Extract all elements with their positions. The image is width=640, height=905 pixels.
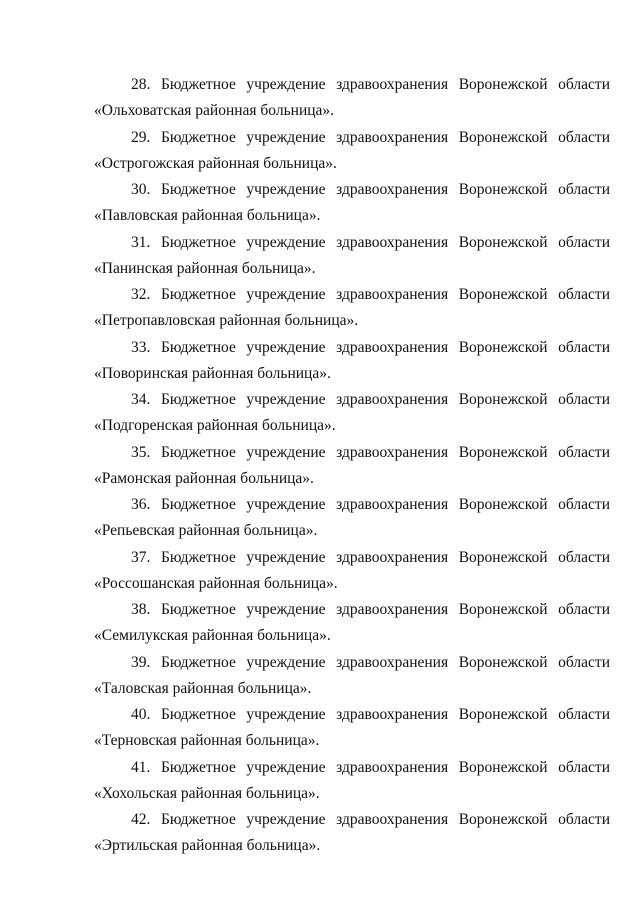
item-word-region-name: Воронежской bbox=[458, 443, 548, 461]
item-word-healthcare: здравоохранения bbox=[336, 653, 449, 671]
item-word-healthcare: здравоохранения bbox=[336, 758, 449, 776]
item-word-type: Бюджетное bbox=[160, 443, 236, 461]
item-word-healthcare: здравоохранения bbox=[336, 286, 449, 303]
item-number: 35. bbox=[131, 443, 151, 461]
item-hospital-name: «Подгоренская районная больница». bbox=[94, 417, 336, 434]
item-word-healthcare: здравоохранения bbox=[336, 181, 449, 198]
item-word-healthcare: здравоохранения bbox=[336, 391, 449, 408]
item-word-type: Бюджетное bbox=[160, 758, 236, 776]
item-word-region: области bbox=[558, 76, 610, 93]
item-first-line bbox=[94, 335, 610, 361]
item-hospital-name: «Хохольская районная больница». bbox=[94, 784, 320, 802]
item-first-line bbox=[94, 597, 610, 623]
item-word-type: Бюджетное bbox=[160, 706, 236, 723]
item-word-type: Бюджетное bbox=[160, 496, 236, 513]
list-item bbox=[94, 177, 610, 230]
item-word-healthcare: здравоохранения bbox=[336, 338, 449, 356]
item-number: 39. bbox=[131, 653, 151, 671]
item-word-region: области bbox=[558, 811, 610, 828]
list-item bbox=[94, 492, 610, 545]
item-hospital-name: «Россошанская районная больница». bbox=[94, 574, 338, 592]
item-hospital-name: «Таловская районная больница». bbox=[94, 679, 312, 697]
item-hospital-name: «Острогожская районная больница». bbox=[94, 154, 337, 172]
institution-list bbox=[94, 72, 610, 860]
item-first-line bbox=[94, 125, 610, 151]
list-item bbox=[94, 807, 610, 860]
list-item bbox=[94, 387, 610, 440]
item-word-region: области bbox=[558, 233, 610, 251]
item-first-line bbox=[94, 177, 610, 203]
list-item bbox=[94, 230, 610, 283]
item-number: 40. bbox=[131, 706, 151, 723]
item-number: 36. bbox=[131, 496, 151, 513]
list-item bbox=[94, 545, 610, 598]
item-hospital-name: «Семилукская районная больница». bbox=[94, 627, 331, 644]
item-word-region-name: Воронежской bbox=[458, 181, 548, 198]
item-first-line bbox=[94, 755, 610, 781]
item-word-region-name: Воронежской bbox=[458, 601, 548, 618]
item-word-institution: учреждение bbox=[246, 128, 326, 146]
item-word-type: Бюджетное bbox=[160, 76, 236, 93]
item-word-region-name: Воронежской bbox=[458, 758, 548, 776]
item-word-region: области bbox=[558, 338, 610, 356]
item-first-line bbox=[94, 72, 610, 98]
item-word-type: Бюджетное bbox=[160, 811, 236, 828]
item-word-type: Бюджетное bbox=[160, 233, 236, 251]
list-item bbox=[94, 650, 610, 703]
item-word-region: области bbox=[558, 706, 610, 723]
item-word-type: Бюджетное bbox=[160, 601, 236, 618]
list-item bbox=[94, 755, 610, 808]
item-word-region-name: Воронежской bbox=[458, 338, 548, 356]
item-number: 38. bbox=[131, 601, 151, 618]
item-word-institution: учреждение bbox=[246, 443, 326, 461]
item-word-region-name: Воронежской bbox=[458, 548, 548, 566]
item-word-institution: учреждение bbox=[246, 338, 326, 356]
item-word-type: Бюджетное bbox=[160, 338, 236, 356]
item-word-region: области bbox=[558, 181, 610, 198]
item-word-type: Бюджетное bbox=[160, 391, 236, 408]
item-hospital-name: «Поворинская районная больница». bbox=[94, 364, 331, 382]
item-hospital-name: «Терновская районная больница». bbox=[94, 732, 320, 749]
list-item bbox=[94, 440, 610, 493]
item-word-healthcare: здравоохранения bbox=[336, 811, 449, 828]
list-item bbox=[94, 125, 610, 178]
item-word-region-name: Воронежской bbox=[458, 391, 548, 408]
item-word-region-name: Воронежской bbox=[458, 233, 548, 251]
item-number: 42. bbox=[131, 811, 151, 828]
item-number: 29. bbox=[131, 128, 151, 146]
item-word-region-name: Воронежской bbox=[458, 76, 548, 93]
item-number: 41. bbox=[131, 758, 151, 776]
item-first-line bbox=[94, 650, 610, 676]
item-word-institution: учреждение bbox=[246, 653, 326, 671]
item-number: 30. bbox=[131, 181, 151, 198]
item-hospital-name: «Репьевская районная больница». bbox=[94, 522, 318, 539]
item-first-line bbox=[94, 282, 610, 308]
item-word-region: области bbox=[558, 548, 610, 566]
item-first-line bbox=[94, 387, 610, 413]
item-hospital-name: «Рамонская районная больница». bbox=[94, 469, 314, 487]
item-word-healthcare: здравоохранения bbox=[336, 76, 449, 93]
item-number: 34. bbox=[131, 391, 151, 408]
item-word-healthcare: здравоохранения bbox=[336, 496, 449, 513]
item-word-institution: учреждение bbox=[246, 496, 326, 513]
item-first-line bbox=[94, 492, 610, 518]
item-hospital-name: «Петропавловская районная больница». bbox=[94, 312, 359, 329]
list-item bbox=[94, 597, 610, 650]
item-word-healthcare: здравоохранения bbox=[336, 233, 449, 251]
item-word-region: области bbox=[558, 653, 610, 671]
item-number: 32. bbox=[131, 286, 151, 303]
item-word-region: области bbox=[558, 601, 610, 618]
list-item bbox=[94, 282, 610, 335]
item-word-institution: учреждение bbox=[246, 391, 326, 408]
item-first-line bbox=[94, 545, 610, 571]
item-word-type: Бюджетное bbox=[160, 181, 236, 198]
item-first-line bbox=[94, 230, 610, 256]
item-word-region-name: Воронежской bbox=[458, 706, 548, 723]
item-word-region-name: Воронежской bbox=[458, 496, 548, 513]
item-number: 37. bbox=[131, 548, 151, 566]
item-word-type: Бюджетное bbox=[160, 286, 236, 303]
item-word-region-name: Воронежской bbox=[458, 811, 548, 828]
item-word-institution: учреждение bbox=[246, 181, 326, 198]
item-word-region: области bbox=[558, 391, 610, 408]
item-word-type: Бюджетное bbox=[160, 128, 236, 146]
item-word-region: области bbox=[558, 443, 610, 461]
item-word-healthcare: здравоохранения bbox=[336, 128, 449, 146]
item-word-healthcare: здравоохранения bbox=[336, 706, 449, 723]
item-word-institution: учреждение bbox=[246, 76, 326, 93]
list-item bbox=[94, 72, 610, 125]
item-hospital-name: «Павловская районная больница». bbox=[94, 207, 321, 224]
item-first-line bbox=[94, 440, 610, 466]
item-word-institution: учреждение bbox=[246, 286, 326, 303]
item-word-region-name: Воронежской bbox=[458, 653, 548, 671]
item-word-institution: учреждение bbox=[246, 706, 326, 723]
item-word-region: области bbox=[558, 286, 610, 303]
item-word-region: области bbox=[558, 758, 610, 776]
item-word-healthcare: здравоохранения bbox=[336, 601, 449, 618]
item-word-healthcare: здравоохранения bbox=[336, 548, 449, 566]
item-word-institution: учреждение bbox=[246, 811, 326, 828]
item-hospital-name: «Ольховатская районная больница». bbox=[94, 102, 335, 119]
item-number: 33. bbox=[131, 338, 151, 356]
item-first-line bbox=[94, 807, 610, 833]
item-word-region: области bbox=[558, 128, 610, 146]
item-hospital-name: «Эртильская районная больница». bbox=[94, 837, 321, 854]
item-word-institution: учреждение bbox=[246, 548, 326, 566]
item-number: 31. bbox=[131, 233, 151, 251]
item-word-region: области bbox=[558, 496, 610, 513]
item-word-institution: учреждение bbox=[246, 233, 326, 251]
item-first-line bbox=[94, 702, 610, 728]
item-word-region-name: Воронежской bbox=[458, 128, 548, 146]
list-item bbox=[94, 335, 610, 388]
item-word-type: Бюджетное bbox=[160, 548, 236, 566]
item-word-institution: учреждение bbox=[246, 758, 326, 776]
item-number: 28. bbox=[131, 76, 151, 93]
item-word-healthcare: здравоохранения bbox=[336, 443, 449, 461]
list-item bbox=[94, 702, 610, 755]
item-hospital-name: «Панинская районная больница». bbox=[94, 259, 316, 277]
item-word-institution: учреждение bbox=[246, 601, 326, 618]
item-word-region-name: Воронежской bbox=[458, 286, 548, 303]
item-word-type: Бюджетное bbox=[160, 653, 236, 671]
